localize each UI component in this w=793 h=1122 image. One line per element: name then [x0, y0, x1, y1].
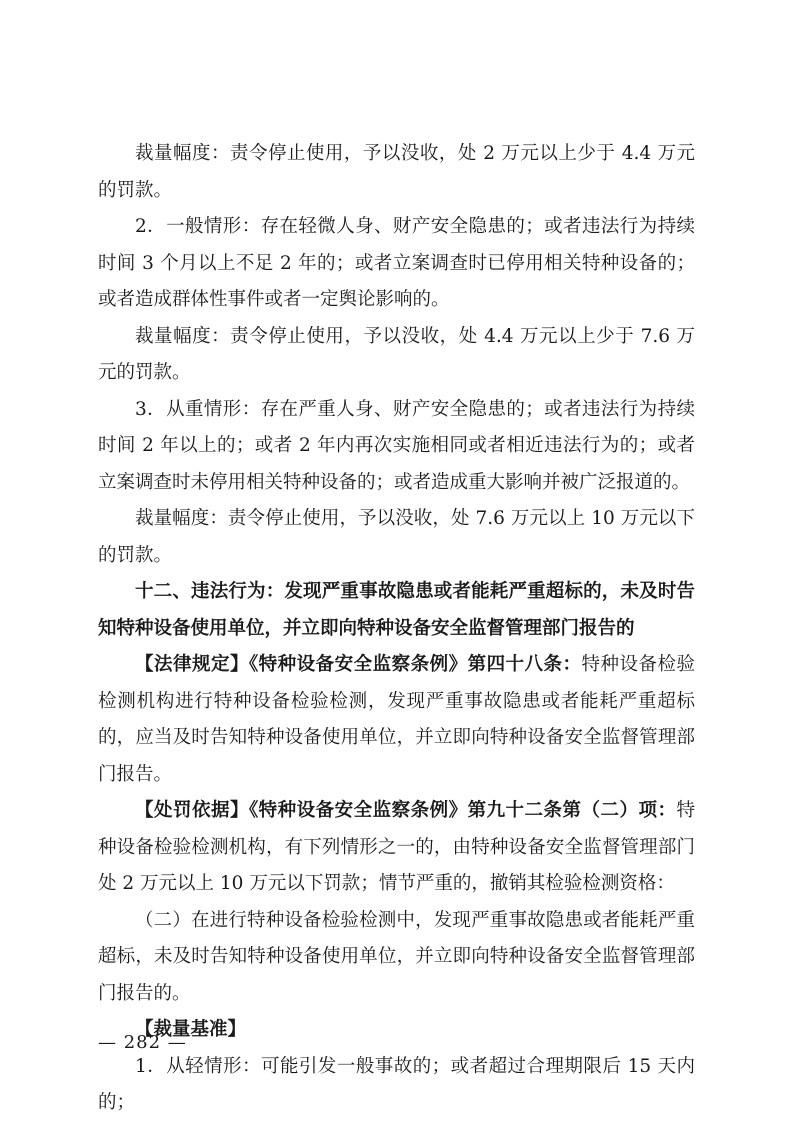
paragraph-general-case: 2．一般情形：存在轻微人身、财产安全隐患的；或者违法行为持续时间 3 个月以上不足 2 年的；或者立案调查时已停用相关特种设备的；或者造成群体性事件或者一定舆论影响的。 — [98, 216, 695, 310]
page-number: — 282 — — [98, 1032, 187, 1053]
discretion-standard-heading: 【裁量基准】 — [135, 1019, 247, 1040]
legal-provision-text: 特种设备检验检测机构进行特种设备检验检测，发现严重事故隐患或者能耗严重超标的，应当及时告知特种设备使用单位，并立即向特种设备安全监督管理部门报告。 — [98, 654, 695, 785]
penalty-basis-label: 【处罚依据】《特种设备安全监察条例》第九十二条第（二）项： — [135, 800, 677, 821]
paragraph-item-two: （二）在进行特种设备检验检测中，发现严重事故隐患或者能耗严重超标，未及时告知特种设备使用单位，并立即向特种设备安全监督管理部门报告的。 — [98, 909, 695, 1004]
paragraph-penalty-range-3: 裁量幅度：责令停止使用，予以没收，处 7.6 万元以上 10 万元以下的罚款。 — [98, 508, 695, 566]
paragraph-legal-provision — [98, 647, 695, 793]
paragraph-light-case: 1．从轻情形：可能引发一般事故的；或者超过合理期限后 15 天内的； — [98, 1055, 695, 1113]
legal-provision-label: 【法律规定】《特种设备安全监察条例》第四十八条： — [135, 654, 582, 675]
paragraph-penalty-range-1: 裁量幅度：责令停止使用，予以没收，处 2 万元以上少于 4.4 万元的罚款。 — [98, 143, 695, 201]
paragraph-severe-case: 3．从重情形：存在严重人身、财产安全隐患的；或者违法行为持续时间 2 年以上的；或者 2 年内再次实施相同或者相近违法行为的；或者立案调查时未停用相关特种设备的；或者造成重大影响并被广泛报道的。 — [98, 398, 695, 493]
paragraph-penalty-basis — [98, 793, 695, 903]
section-heading-twelve: 十二、违法行为：发现严重事故隐患或者能耗严重超标的，未及时告知特种设备使用单位，并立即向特种设备安全监督管理部门报告的 — [98, 581, 695, 639]
penalty-basis-text: 特种设备检验检测机构，有下列情形之一的，由特种设备安全监督管理部门处 2 万元以上 10 万元以下罚款；情节严重的，撤销其检验检测资格： — [98, 800, 695, 894]
paragraph-penalty-range-2: 裁量幅度：责令停止使用，予以没收，处 4.4 万元以上少于 7.6 万元的罚款。 — [98, 325, 695, 383]
document-body — [98, 136, 695, 1122]
